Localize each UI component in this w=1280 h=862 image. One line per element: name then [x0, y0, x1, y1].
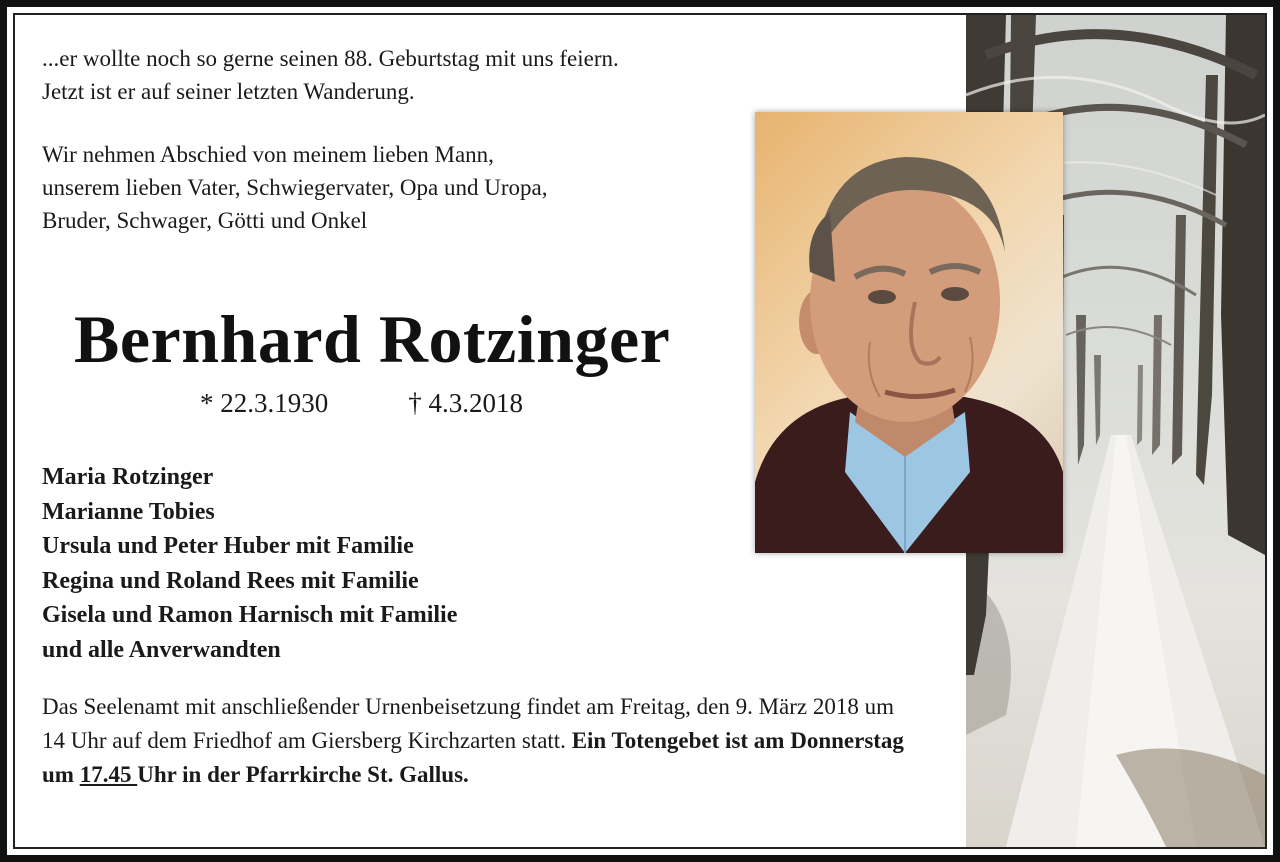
life-dates — [200, 388, 523, 419]
farewell-line-2: unserem lieben Vater, Schwiegervater, Opa und Uropa, — [42, 175, 548, 200]
birth-date: * 22.3.1930 — [200, 388, 329, 418]
deceased-name: Bernhard Rotzinger — [74, 301, 671, 377]
prayer-notice-start: Ein Totengebet ist am Donnerstag um — [42, 728, 904, 787]
death-date: † 4.3.2018 — [408, 388, 523, 418]
intro-line-2: Jetzt ist er auf seiner letzten Wanderung. — [42, 79, 415, 104]
intro-line-1: ...er wollte noch so gerne seinen 88. Geburtstag mit uns feiern. — [42, 46, 619, 71]
intro-quote — [42, 42, 942, 108]
portrait-photo — [755, 112, 1063, 553]
prayer-notice-end: Uhr in der Pfarrkirche St. Gallus. — [137, 762, 469, 787]
mourner-item: Marianne Tobies — [42, 498, 215, 525]
portrait-illustration — [755, 112, 1063, 553]
mourner-item: Regina und Roland Rees mit Familie — [42, 567, 419, 594]
mourners-list — [42, 460, 457, 667]
mourner-item: Gisela und Ramon Harnisch mit Familie — [42, 602, 458, 628]
mourner-item: Ursula und Peter Huber mit Familie — [42, 533, 414, 559]
prayer-time: 17.45 — [79, 762, 138, 787]
farewell-line-1: Wir nehmen Abschied von meinem lieben Mann, — [42, 142, 494, 167]
mourner-item: und alle Anverwandten — [42, 636, 281, 663]
service-notice — [42, 690, 922, 792]
farewell-line-3: Bruder, Schwager, Götti und Onkel — [42, 208, 368, 233]
mourner-item: Maria Rotzinger — [42, 464, 214, 490]
service-details: Das Seelenamt mit anschließender Urnenbeisetzung findet am Freitag, den 9. März 2018 um 14 Uhr auf dem Friedhof am Giersberg Kirchzarten statt. — [42, 694, 895, 753]
